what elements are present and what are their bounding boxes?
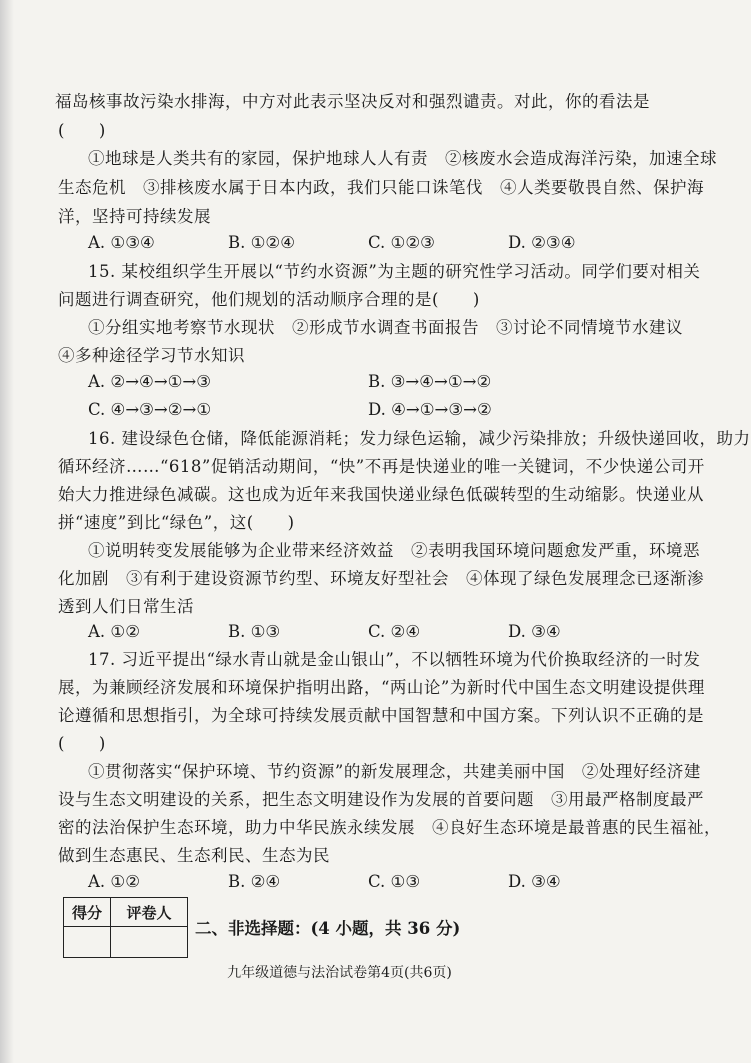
q16-stem-line2: 循环经济……“618”促销活动期间，“快”不再是快递业的唯一关键词，不少快递公司开	[58, 457, 705, 476]
q17-choice-d: D. ③④	[508, 872, 561, 891]
q15-option-line1: ①分组实地考察节水现状 ②形成节水调查书面报告 ③讨论不同情境节水建议	[88, 318, 683, 337]
q14-choice-d: D. ②③④	[508, 233, 576, 252]
q14-option-line1: ①地球是人类共有的家园，保护地球人人有责 ②核废水会造成海洋污染，加速全球	[88, 149, 717, 168]
grader-label: 评卷人	[111, 898, 188, 927]
q14-option-line2: 生态危机 ③排核废水属于日本内政，我们只能口诛笔伐 ④人类要敬畏自然、保护海	[58, 178, 704, 197]
q14-choice-b: B. ①②④	[228, 233, 295, 252]
q17-answer-bracket: ( )	[58, 734, 106, 753]
q16-stem-line1: 16. 建设绿色仓储，降低能源消耗；发力绿色运输，减少污染排放；升级快递回收，助力	[88, 429, 751, 448]
q17-option-line1: ①贯彻落实“保护环境、节约资源”的新发展理念，共建美丽中国 ②处理好经济建	[88, 762, 701, 781]
q16-choice-d: D. ③④	[508, 622, 561, 641]
q15-choice-b: B. ③→④→①→②	[368, 372, 492, 391]
q17-choice-c: C. ①③	[368, 872, 421, 891]
page-footer: 九年级道德与法治试卷第4页(共6页)	[227, 965, 452, 981]
score-box	[63, 897, 188, 958]
q16-option-line1: ①说明转变发展能够为企业带来经济效益 ②表明我国环境问题愈发严重，环境恶	[88, 541, 700, 560]
q14-answer-bracket: ( )	[58, 121, 106, 140]
q17-stem-line3: 论遵循和思想指引，为全球可持续发展贡献中国智慧和中国方案。下列认识不正确的是	[58, 706, 704, 725]
q16-option-line3: 透到人们日常生活	[58, 597, 194, 616]
q17-option-line4: 做到生态惠民、生态利民、生态为民	[58, 846, 330, 865]
q17-stem-line2: 展，为兼顾经济发展和环境保护指明出路，“两山论”为新时代中国生态文明建设提供理	[58, 678, 705, 697]
q14-choice-a: A. ①③④	[88, 233, 155, 252]
q15-option-line2: ④多种途径学习节水知识	[58, 346, 245, 365]
q17-option-line3: 密的法治保护生态环境，助力中华民族永续发展 ④良好生态环境是最普惠的民生福祉，	[58, 818, 721, 837]
score-label: 得分	[64, 898, 111, 927]
q15-choice-c: C. ④→③→②→①	[88, 400, 212, 419]
q14-option-line3: 洋，坚持可持续发展	[58, 207, 211, 226]
q15-choice-d: D. ④→①→③→②	[368, 400, 492, 419]
q14-choice-c: C. ①②③	[368, 233, 435, 252]
section-title: 二、非选择题：(4 小题，共 36 分)	[195, 919, 461, 938]
q14-stem-line1: 福岛核事故污染水排海，中方对此表示坚决反对和强烈谴责。对此，你的看法是	[55, 92, 650, 111]
score-cell[interactable]	[64, 927, 111, 958]
q15-stem-line2: 问题进行调查研究，他们规划的活动顺序合理的是( )	[58, 290, 480, 309]
q16-choice-b: B. ①③	[228, 622, 281, 641]
grader-cell[interactable]	[111, 927, 188, 958]
q17-choice-b: B. ②④	[228, 872, 281, 891]
q15-choice-a: A. ②→④→①→③	[88, 372, 212, 391]
q17-option-line2: 设与生态文明建设的关系，把生态文明建设作为发展的首要问题 ③用最严格制度最严	[58, 790, 704, 809]
q17-choice-a: A. ①②	[88, 872, 140, 891]
q15-stem-line1: 15. 某校组织学生开展以“节约水资源”为主题的研究性学习活动。同学们要对相关	[88, 262, 701, 281]
q16-choice-a: A. ①②	[88, 622, 140, 641]
q16-stem-line4: 拼“速度”到比“绿色”，这( )	[58, 513, 295, 532]
q16-stem-line3: 始大力推进绿色减碳。这也成为近年来我国快递业绿色低碳转型的生动缩影。快递业从	[58, 485, 704, 504]
q16-choice-c: C. ②④	[368, 622, 421, 641]
q17-stem-line1: 17. 习近平提出“绿水青山就是金山银山”，不以牺牲环境为代价换取经济的一时发	[88, 650, 701, 669]
q16-option-line2: 化加剧 ③有利于建设资源节约型、环境友好型社会 ④体现了绿色发展理念已逐渐渗	[58, 569, 704, 588]
